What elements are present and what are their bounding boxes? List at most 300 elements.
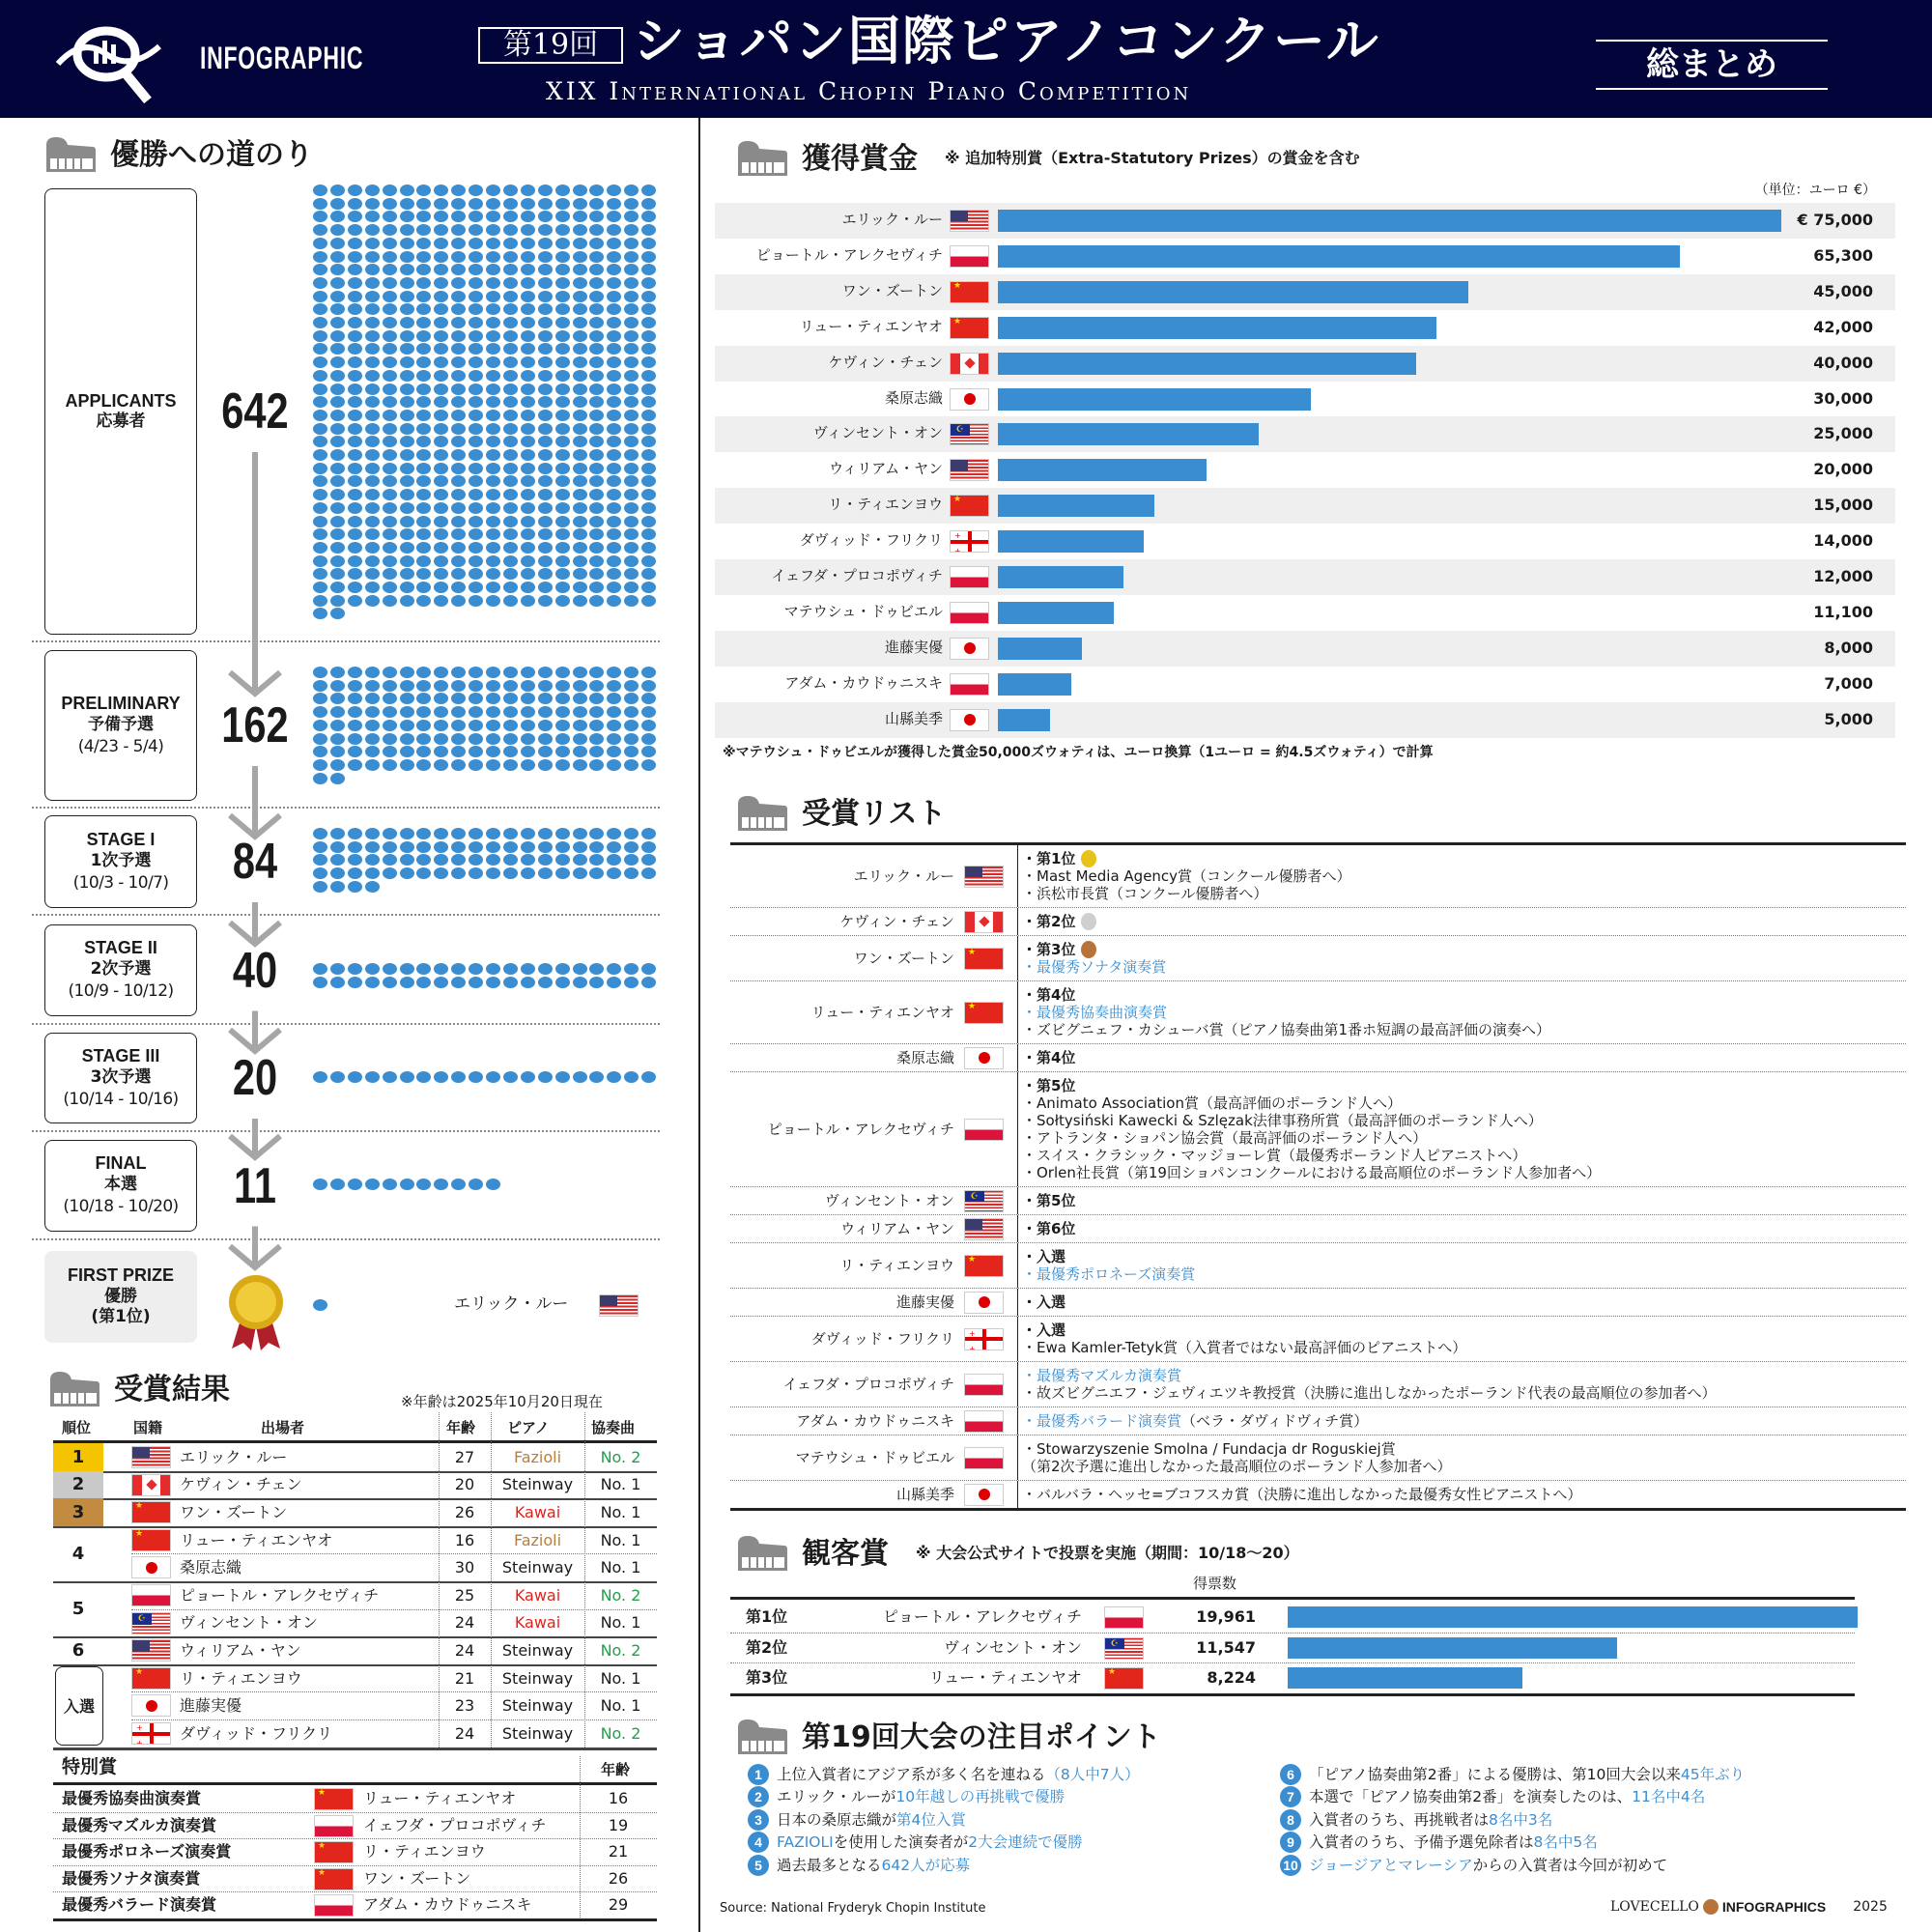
participant-dot [348,528,362,540]
flag-us-icon [599,1294,639,1317]
participant-dot [383,489,397,500]
concerto-number: No. 1 [600,1668,641,1688]
participant-dot [365,317,380,328]
participant-dot [469,277,483,289]
brand-suffix: INFOGRAPHICS [1721,1899,1827,1915]
participant-dot [538,384,553,395]
participant-dot [400,384,414,395]
prize-note: ※ 追加特別賞（Extra-Statutory Prizes）の賞金を含む [945,149,1360,168]
point-number-icon: 8 [1280,1809,1301,1831]
winner-name: リ・ティエンヨウ [363,1842,486,1861]
participant-dot [383,238,397,249]
participant-dot [383,706,397,718]
participant-dot [400,1071,414,1083]
point-text [777,1764,1140,1785]
results-row [131,1553,657,1581]
contestant-name: ピョートル・アレクセヴィチ [180,1585,380,1605]
participant-dot [521,706,535,718]
participant-dot [641,291,656,302]
participant-dot [383,1071,397,1083]
award-list-row [730,1289,1906,1317]
participant-dot [383,264,397,275]
participant-dot [503,410,518,421]
participant-dot [641,463,656,474]
participant-dot [365,303,380,315]
stage-name-sub: (第1位) [91,1307,151,1327]
participant-dot [503,977,518,988]
prize-bar [998,210,1781,232]
audience-row [730,1602,1855,1633]
participant-dot [573,463,587,474]
participant-dot [348,706,362,718]
participant-dot [486,185,500,196]
stage-dates: (4/23 - 5/4) [77,736,164,756]
participant-dot [313,582,327,593]
award-text: ・最優秀ソナタ演奏賞 [1022,958,1167,976]
audience-note: ※ 大会公式サイトで投票を実施（期間：10/18〜20） [916,1544,1299,1563]
participant-dot [416,516,431,527]
participant-dot [330,555,345,567]
results-header-5: 協奏曲 [591,1419,636,1436]
participant-dot [641,977,656,988]
participant-dot [348,277,362,289]
prize-value: 5,000 [1824,709,1873,728]
prize-bar [998,245,1680,268]
participant-dot [538,410,553,421]
participant-dot [383,343,397,355]
results-row [131,1581,657,1609]
first-prize-box [44,1251,197,1343]
award-list-row [730,1317,1906,1362]
participant-dot [469,555,483,567]
participant-dot [383,449,397,461]
participant-dot [348,582,362,593]
participant-dot [383,582,397,593]
flag-cn-icon [950,317,989,339]
participant-dot [521,449,535,461]
award-list-row [730,908,1906,936]
participant-dot [313,841,327,853]
participant-dot [383,854,397,866]
flag-ca-icon [950,353,989,375]
page-subtitle: XIX International Chopin Piano Competition [546,77,1192,105]
flag-us-icon [131,1639,171,1662]
participant-dot [555,733,570,745]
participant-dot [434,251,448,263]
participant-dot [555,693,570,704]
participant-dot [555,198,570,210]
stage-name-ja: 予備予選 [88,714,154,734]
award-item [1022,1049,1075,1066]
participant-dot [416,423,431,435]
participant-dot [555,238,570,249]
participant-dot [469,330,483,342]
participant-dot [383,746,397,757]
participant-dot [365,502,380,514]
participant-dot [469,841,483,853]
results-header-0: 順位 [62,1419,92,1436]
participant-dot [486,370,500,382]
award-item [1022,1248,1195,1265]
participant-dot [383,1179,397,1190]
point-text [1309,1786,1705,1807]
recipient-name: ヴィンセント・オン [824,1192,954,1209]
award-text: ・第4位 [1022,986,1076,1004]
contestant-name: ワン・ズートン [180,1502,288,1521]
participant-dot [555,343,570,355]
prize-value: 30,000 [1813,388,1873,408]
award-text: ・Orlen社長賞（第19回ショパンコンクールにおける最高順位のポーランド人参加者へ） [1022,1164,1602,1181]
participant-dot [400,720,414,731]
award-item [1022,986,1550,1004]
recipient-name: リュー・ティエンヤオ [810,1004,954,1021]
participant-dot [538,264,553,275]
participant-dot [313,706,327,718]
participant-dot [521,746,535,757]
participant-dot [383,867,397,879]
participant-dot [555,502,570,514]
participant-dot [400,963,414,975]
participant-dot [348,881,362,893]
prize-value: 12,000 [1813,567,1873,585]
flag-cn-icon [950,495,989,517]
table-bottom-rule [53,1747,657,1750]
participant-dot [503,356,518,368]
stage-count: 642 [221,384,289,440]
award-list-row [730,1362,1906,1407]
flag-pl-icon [131,1584,171,1606]
stage-name-ja: 優勝 [104,1287,137,1307]
stage-box-3 [44,924,197,1016]
participant-dot [365,746,380,757]
prize-value: € 75,000 [1797,211,1873,229]
rank-cell: 3 [53,1498,103,1526]
participant-dot [538,251,553,263]
participant-dot [538,977,553,988]
flag-ge-icon [131,1722,171,1745]
recipient-name: イェフダ・プロコポヴィチ [782,1376,954,1393]
concerto-number: No. 2 [600,1447,641,1466]
audience-bottom-rule [730,1693,1855,1696]
participant-dot [624,759,639,771]
results-row [131,1664,657,1692]
participant-dot [573,277,587,289]
participant-dot [451,330,466,342]
participant-dot [573,854,587,866]
participant-dot [555,330,570,342]
participant-dot [400,303,414,315]
participant-dot [589,463,604,474]
participant-dot [555,475,570,487]
participant-dot [503,555,518,567]
participant-dot [521,680,535,692]
award-item [1022,1384,1717,1402]
participant-dot [538,489,553,500]
participant-dot [451,759,466,771]
gold-medal-icon [222,1273,290,1350]
prize-name: ケヴィン・チェン [828,353,943,371]
participant-dot [400,410,414,421]
award-list-row [730,845,1906,908]
participant-dot [624,384,639,395]
prize-value: 65,300 [1813,245,1873,265]
participant-dot [555,828,570,839]
participant-dot [521,370,535,382]
participant-dot [641,449,656,461]
participant-dot [641,185,656,196]
prize-bar [998,495,1154,517]
participant-dot [538,516,553,527]
prize-bar [998,530,1144,553]
participant-dot [503,667,518,678]
summary-badge: 総まとめ [1596,40,1828,90]
participant-dot [400,733,414,745]
concerto-number: No. 1 [600,1613,641,1633]
participant-dot [503,449,518,461]
participant-dot [313,555,327,567]
award-items [1018,1187,1075,1214]
participant-dot [607,251,621,263]
contestant-name: ダヴィッド・フリクリ [180,1723,333,1743]
award-text: ・第6位 [1022,1220,1076,1237]
contestant-age: 30 [454,1558,475,1577]
prize-name: イェフダ・プロコポヴィチ [771,567,943,584]
stage-name-ja: 3次予選 [90,1066,152,1087]
participant-dot [486,198,500,210]
participant-dot [521,977,535,988]
participant-dot [641,542,656,554]
results-header-3: 年齢 [446,1419,476,1436]
participant-dot [416,733,431,745]
participant-dot [486,384,500,395]
flag-cn-icon [1104,1667,1144,1690]
prize-bar [998,317,1436,339]
participant-dot [313,463,327,474]
participant-dot [365,356,380,368]
participant-dot [503,198,518,210]
participant-dot [486,449,500,461]
participant-dot [538,370,553,382]
column-divider [580,1756,581,1918]
prize-row [715,595,1895,631]
participant-dot [624,502,639,514]
piano-brand: Steinway [501,1723,574,1743]
participant-dot [469,542,483,554]
participant-dot [348,680,362,692]
prize-name: ウィリアム・ヤン [829,460,943,478]
prize-bar [998,602,1114,624]
participant-dot [555,555,570,567]
participant-dot [469,1071,483,1083]
participant-dot [624,841,639,853]
award-recipient [730,1072,1018,1186]
piano-brand: Fazioli [513,1447,562,1466]
participant-dot [607,370,621,382]
participant-dot [330,516,345,527]
participant-dot [521,667,535,678]
participant-dot [555,582,570,593]
participant-dot [400,423,414,435]
award-text: ・浜松市長賞（コンクール優勝者へ） [1022,885,1268,902]
participant-dot [486,828,500,839]
award-item [1022,850,1350,867]
participant-dot [469,238,483,249]
participant-dot [503,733,518,745]
participant-dot [348,410,362,421]
participant-dot [555,370,570,382]
prize-value: 25,000 [1813,424,1873,443]
point-text-part: 過去最多となる [777,1856,882,1874]
participant-dot [313,449,327,461]
participant-dot [624,680,639,692]
participant-dot [503,330,518,342]
prize-row [715,274,1895,310]
prize-name: ワン・ズートン [841,281,943,299]
participant-dot [313,251,327,263]
prize-bar [998,638,1082,660]
point-highlight: 45年ぶり [1680,1766,1746,1783]
point-highlight: 10年越しの再挑戦で優勝 [895,1788,1065,1806]
prize-bar [998,566,1123,588]
prize-value: 14,000 [1813,531,1873,551]
flag-ca-icon [964,911,1004,933]
participant-dot [538,867,553,879]
participant-dot [330,963,345,975]
award-item [1022,885,1350,902]
winner-dot [313,1299,327,1311]
participant-dot [555,291,570,302]
participant-dot [589,198,604,210]
audience-bar [1288,1637,1617,1659]
award-list [730,842,1906,1511]
participant-dot [348,224,362,236]
participant-dot [383,680,397,692]
participant-dot [416,841,431,853]
piano-icon [48,1370,100,1408]
stage-box-1 [44,650,197,801]
flag-pl-icon [964,1374,1004,1396]
column-divider [439,1412,440,1747]
award-item [1022,1077,1601,1094]
audience-title-text: 観客賞 [802,1536,889,1571]
award-item [1022,1367,1717,1384]
participant-dot [365,528,380,540]
flag-pl-icon [950,566,989,588]
participant-dot [538,667,553,678]
participant-dot [573,370,587,382]
concerto-number: No. 1 [600,1696,641,1716]
participant-dot [451,423,466,435]
participant-dot [313,317,327,328]
participant-dot [486,489,500,500]
participant-dot [383,516,397,527]
participant-dot [365,251,380,263]
special-award-row [53,1891,657,1918]
participant-dot [573,516,587,527]
participant-dot [348,1179,362,1190]
participant-dot [624,516,639,527]
participant-dot [434,198,448,210]
participant-dot [348,264,362,275]
participant-dot [486,963,500,975]
participant-dot [400,396,414,408]
flag-us-icon [964,1218,1004,1240]
participant-dot [469,423,483,435]
flag-cn-icon [131,1667,171,1690]
participant-dot [521,542,535,554]
participant-dot [624,423,639,435]
flag-jp-icon [131,1556,171,1578]
participant-dot [607,198,621,210]
participant-dot [451,198,466,210]
participant-dot [434,370,448,382]
award-items [1018,1215,1075,1242]
brand-name: LOVECELLO [1610,1899,1699,1915]
prize-row [715,559,1895,595]
participant-dot [573,568,587,580]
participant-dot [400,185,414,196]
participant-dot [555,224,570,236]
road-title-text: 優勝への道のり [110,137,313,172]
participant-dot [348,356,362,368]
winner-age: 21 [608,1842,629,1861]
participant-dot [555,384,570,395]
stage-name-ja: 応募者 [96,412,146,432]
contestant-name: ウィリアム・ヤン [180,1640,301,1660]
award-text: ・入選 [1022,1321,1066,1339]
participant-dot [538,733,553,745]
participant-dot [365,489,380,500]
participant-dot [538,1071,553,1083]
award-recipient [730,1215,1018,1242]
rank-cell: 6 [71,1639,85,1661]
participant-dot [538,759,553,771]
participant-dot [486,463,500,474]
award-text: ・Sołtysiński Kawecki & Szlęzak法律事務所賞（最高評価のポーランド人へ） [1022,1112,1543,1129]
participant-dot [521,516,535,527]
participant-dot [416,463,431,474]
piano-brand: Steinway [501,1640,574,1660]
participant-dot [573,251,587,263]
participant-dot [486,542,500,554]
participant-dot [503,582,518,593]
participant-dot [383,502,397,514]
participant-dot [330,356,345,368]
participant-dot [434,720,448,731]
participant-dot [486,706,500,718]
participant-dot [400,251,414,263]
point-highlight: 2大会連続で優勝 [968,1833,1083,1852]
rank-cell: 入選 [55,1666,103,1746]
participant-dot [330,1179,345,1190]
participant-dot [555,746,570,757]
participant-dot [624,410,639,421]
award-text: ・スイス・クラシック・マッジョーレ賞（最優秀ポーランド人ピアニストへ） [1022,1147,1527,1164]
participant-dot [573,224,587,236]
contestant-age: 23 [454,1696,475,1716]
flag-pl-icon [314,1815,354,1837]
participant-dot [451,410,466,421]
participant-dot [503,370,518,382]
participant-dot [330,317,345,328]
participant-dot [469,1179,483,1190]
participant-dot [365,867,380,879]
participant-dot [330,706,345,718]
participant-dot [624,277,639,289]
participant-dot [607,330,621,342]
participant-dot [503,828,518,839]
participant-dot [416,251,431,263]
